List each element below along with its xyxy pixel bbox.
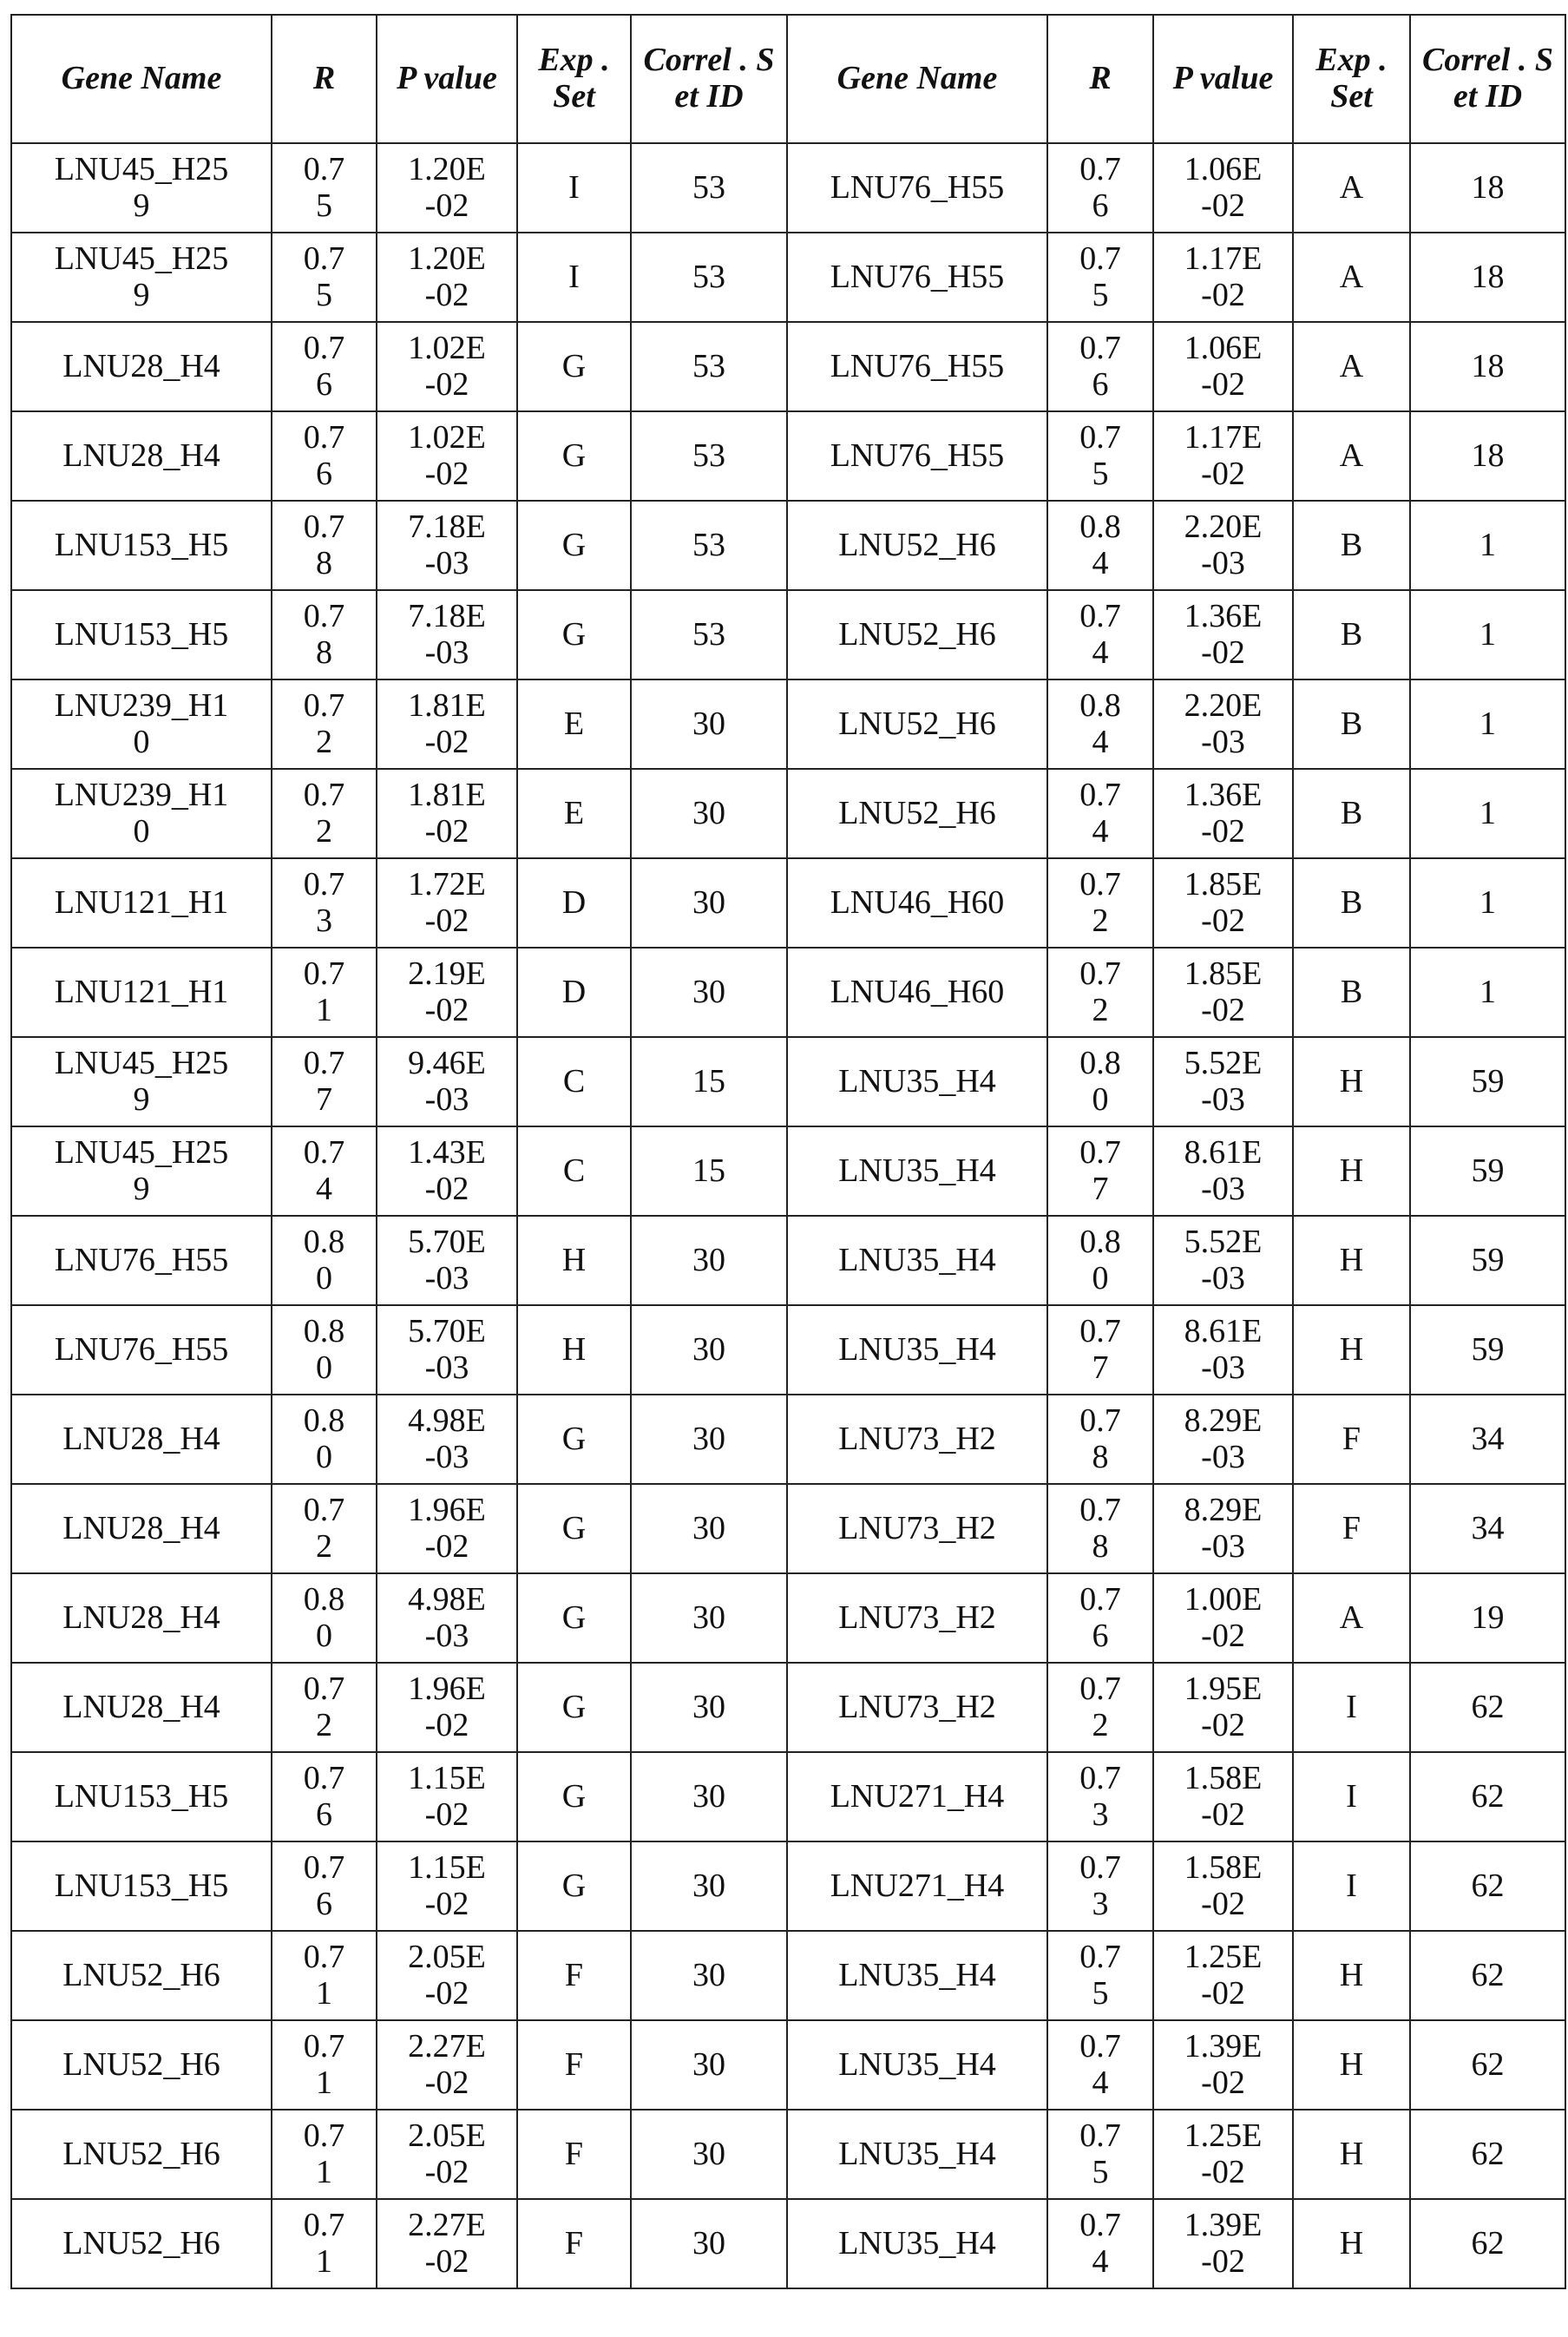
cell-exp-set: B	[1293, 501, 1410, 590]
cell-r: 0.77	[272, 1037, 377, 1126]
cell-r: 0.78	[272, 501, 377, 590]
cell-p-value: 8.61E-03	[1153, 1305, 1293, 1395]
cell-p-value: 4.98E-03	[377, 1395, 517, 1484]
cell-p-value: 5.52E-03	[1153, 1037, 1293, 1126]
cell-gene-name: LNU76_H55	[787, 322, 1047, 411]
cell-correl-set-id: 18	[1410, 233, 1565, 322]
cell-correl-set-id: 1	[1410, 501, 1565, 590]
cell-gene-name: LNU35_H4	[787, 1931, 1047, 2020]
cell-p-value: 1.17E-02	[1153, 411, 1293, 501]
cell-gene-name: LNU73_H2	[787, 1663, 1047, 1752]
header-p-value: P value	[377, 15, 517, 143]
cell-r: 0.80	[1047, 1216, 1153, 1305]
cell-gene-name: LNU239_H10	[11, 769, 272, 858]
cell-exp-set: C	[517, 1037, 631, 1126]
gene-correlation-table	[10, 14, 1566, 2289]
table-row	[11, 1752, 1565, 1841]
cell-exp-set: G	[517, 590, 631, 679]
table-row	[11, 1931, 1565, 2020]
cell-r: 0.72	[272, 769, 377, 858]
cell-exp-set: G	[517, 411, 631, 501]
cell-p-value: 1.02E-02	[377, 411, 517, 501]
cell-r: 0.76	[272, 1752, 377, 1841]
cell-r: 0.72	[272, 1663, 377, 1752]
cell-gene-name: LNU73_H2	[787, 1395, 1047, 1484]
cell-gene-name: LNU28_H4	[11, 1484, 272, 1573]
cell-p-value: 2.05E-02	[377, 1931, 517, 2020]
cell-gene-name: LNU76_H55	[787, 143, 1047, 233]
cell-correl-set-id: 62	[1410, 1752, 1565, 1841]
cell-gene-name: LNU28_H4	[11, 322, 272, 411]
cell-exp-set: B	[1293, 858, 1410, 948]
cell-gene-name: LNU153_H5	[11, 501, 272, 590]
cell-p-value: 1.36E-02	[1153, 769, 1293, 858]
cell-gene-name: LNU239_H10	[11, 679, 272, 769]
cell-r: 0.71	[272, 2020, 377, 2110]
cell-correl-set-id: 34	[1410, 1395, 1565, 1484]
table-row	[11, 679, 1565, 769]
cell-r: 0.72	[1047, 1663, 1153, 1752]
header-correl-set-id: Correl . Set ID	[1410, 15, 1565, 143]
cell-r: 0.75	[272, 143, 377, 233]
cell-exp-set: I	[1293, 1663, 1410, 1752]
cell-correl-set-id: 62	[1410, 1841, 1565, 1931]
cell-gene-name: LNU35_H4	[787, 1305, 1047, 1395]
table-row	[11, 2199, 1565, 2288]
cell-r: 0.74	[272, 1126, 377, 1216]
table-row	[11, 1841, 1565, 1931]
cell-p-value: 1.06E-02	[1153, 143, 1293, 233]
table-row	[11, 322, 1565, 411]
cell-p-value: 1.17E-02	[1153, 233, 1293, 322]
cell-gene-name: LNU28_H4	[11, 1573, 272, 1663]
cell-gene-name: LNU35_H4	[787, 2199, 1047, 2288]
table-row	[11, 143, 1565, 233]
cell-r: 0.73	[1047, 1752, 1153, 1841]
table-row	[11, 590, 1565, 679]
cell-r: 0.72	[1047, 858, 1153, 948]
cell-p-value: 1.72E-02	[377, 858, 517, 948]
cell-r: 0.77	[1047, 1305, 1153, 1395]
cell-p-value: 1.20E-02	[377, 143, 517, 233]
table-row	[11, 411, 1565, 501]
cell-r: 0.75	[1047, 233, 1153, 322]
cell-gene-name: LNU271_H4	[787, 1841, 1047, 1931]
cell-exp-set: B	[1293, 590, 1410, 679]
cell-gene-name: LNU52_H6	[787, 590, 1047, 679]
cell-correl-set-id: 18	[1410, 143, 1565, 233]
cell-p-value: 7.18E-03	[377, 590, 517, 679]
cell-correl-set-id: 15	[631, 1126, 787, 1216]
cell-gene-name: LNU35_H4	[787, 1037, 1047, 1126]
cell-exp-set: A	[1293, 411, 1410, 501]
cell-correl-set-id: 30	[631, 2110, 787, 2199]
table-row	[11, 1037, 1565, 1126]
cell-p-value: 1.96E-02	[377, 1663, 517, 1752]
cell-gene-name: LNU28_H4	[11, 411, 272, 501]
cell-r: 0.80	[1047, 1037, 1153, 1126]
cell-exp-set: G	[517, 1484, 631, 1573]
cell-exp-set: B	[1293, 769, 1410, 858]
cell-gene-name: LNU45_H259	[11, 143, 272, 233]
cell-r: 0.71	[272, 1931, 377, 2020]
cell-correl-set-id: 30	[631, 1395, 787, 1484]
table-row	[11, 948, 1565, 1037]
cell-gene-name: LNU76_H55	[787, 411, 1047, 501]
cell-gene-name: LNU52_H6	[787, 501, 1047, 590]
cell-exp-set: H	[517, 1305, 631, 1395]
cell-exp-set: F	[1293, 1395, 1410, 1484]
cell-p-value: 1.25E-02	[1153, 1931, 1293, 2020]
cell-correl-set-id: 30	[631, 1663, 787, 1752]
cell-p-value: 9.46E-03	[377, 1037, 517, 1126]
cell-gene-name: LNU28_H4	[11, 1663, 272, 1752]
cell-correl-set-id: 30	[631, 948, 787, 1037]
cell-exp-set: G	[517, 1395, 631, 1484]
cell-gene-name: LNU52_H6	[787, 769, 1047, 858]
cell-exp-set: D	[517, 948, 631, 1037]
cell-correl-set-id: 53	[631, 233, 787, 322]
cell-gene-name: LNU45_H259	[11, 233, 272, 322]
cell-p-value: 1.25E-02	[1153, 2110, 1293, 2199]
cell-correl-set-id: 62	[1410, 2199, 1565, 2288]
cell-p-value: 1.81E-02	[377, 679, 517, 769]
cell-exp-set: I	[1293, 1752, 1410, 1841]
cell-correl-set-id: 34	[1410, 1484, 1565, 1573]
cell-correl-set-id: 62	[1410, 2110, 1565, 2199]
cell-correl-set-id: 59	[1410, 1037, 1565, 1126]
cell-exp-set: C	[517, 1126, 631, 1216]
cell-exp-set: I	[517, 143, 631, 233]
header-gene-name: Gene Name	[11, 15, 272, 143]
cell-p-value: 1.39E-02	[1153, 2020, 1293, 2110]
cell-exp-set: H	[1293, 1931, 1410, 2020]
cell-gene-name: LNU35_H4	[787, 2020, 1047, 2110]
cell-correl-set-id: 30	[631, 1931, 787, 2020]
cell-exp-set: H	[1293, 1216, 1410, 1305]
cell-correl-set-id: 30	[631, 679, 787, 769]
cell-exp-set: A	[1293, 1573, 1410, 1663]
cell-correl-set-id: 59	[1410, 1305, 1565, 1395]
cell-correl-set-id: 19	[1410, 1573, 1565, 1663]
cell-r: 0.76	[272, 1841, 377, 1931]
table-row	[11, 1395, 1565, 1484]
cell-r: 0.72	[272, 679, 377, 769]
cell-p-value: 8.29E-03	[1153, 1395, 1293, 1484]
header-row	[11, 15, 1565, 143]
cell-exp-set: D	[517, 858, 631, 948]
cell-p-value: 1.95E-02	[1153, 1663, 1293, 1752]
cell-p-value: 5.70E-03	[377, 1216, 517, 1305]
cell-r: 0.75	[1047, 411, 1153, 501]
cell-exp-set: H	[1293, 2199, 1410, 2288]
table-row	[11, 1216, 1565, 1305]
cell-r: 0.72	[272, 1484, 377, 1573]
cell-exp-set: H	[1293, 1037, 1410, 1126]
cell-exp-set: B	[1293, 679, 1410, 769]
header-exp-set: Exp . Set	[517, 15, 631, 143]
cell-p-value: 1.15E-02	[377, 1752, 517, 1841]
table-row	[11, 233, 1565, 322]
table-row	[11, 1663, 1565, 1752]
cell-p-value: 2.20E-03	[1153, 679, 1293, 769]
cell-gene-name: LNU52_H6	[11, 2110, 272, 2199]
cell-gene-name: LNU28_H4	[11, 1395, 272, 1484]
cell-exp-set: G	[517, 322, 631, 411]
cell-correl-set-id: 18	[1410, 411, 1565, 501]
cell-exp-set: F	[517, 1931, 631, 2020]
table-row	[11, 2020, 1565, 2110]
cell-correl-set-id: 30	[631, 1305, 787, 1395]
cell-gene-name: LNU76_H55	[11, 1216, 272, 1305]
cell-correl-set-id: 30	[631, 2199, 787, 2288]
cell-r: 0.80	[272, 1305, 377, 1395]
cell-exp-set: F	[517, 2199, 631, 2288]
cell-r: 0.75	[1047, 2110, 1153, 2199]
cell-correl-set-id: 30	[631, 1216, 787, 1305]
cell-exp-set: F	[517, 2020, 631, 2110]
cell-r: 0.78	[1047, 1484, 1153, 1573]
header-correl-set-id: Correl . Set ID	[631, 15, 787, 143]
cell-r: 0.71	[272, 2110, 377, 2199]
cell-r: 0.80	[272, 1395, 377, 1484]
cell-r: 0.84	[1047, 679, 1153, 769]
cell-exp-set: F	[1293, 1484, 1410, 1573]
cell-p-value: 1.58E-02	[1153, 1752, 1293, 1841]
table-row	[11, 501, 1565, 590]
cell-p-value: 1.58E-02	[1153, 1841, 1293, 1931]
cell-gene-name: LNU121_H1	[11, 948, 272, 1037]
cell-r: 0.71	[272, 2199, 377, 2288]
cell-p-value: 1.20E-02	[377, 233, 517, 322]
cell-exp-set: A	[1293, 143, 1410, 233]
cell-p-value: 2.20E-03	[1153, 501, 1293, 590]
cell-correl-set-id: 1	[1410, 590, 1565, 679]
cell-p-value: 5.70E-03	[377, 1305, 517, 1395]
cell-correl-set-id: 30	[631, 1841, 787, 1931]
cell-exp-set: I	[1293, 1841, 1410, 1931]
cell-p-value: 2.19E-02	[377, 948, 517, 1037]
table-row	[11, 2110, 1565, 2199]
cell-gene-name: LNU52_H6	[11, 2020, 272, 2110]
cell-gene-name: LNU35_H4	[787, 1216, 1047, 1305]
cell-r: 0.74	[1047, 2199, 1153, 2288]
cell-r: 0.73	[1047, 1841, 1153, 1931]
cell-p-value: 1.15E-02	[377, 1841, 517, 1931]
cell-exp-set: H	[1293, 1126, 1410, 1216]
cell-correl-set-id: 30	[631, 1752, 787, 1841]
cell-gene-name: LNU153_H5	[11, 1841, 272, 1931]
cell-gene-name: LNU46_H60	[787, 948, 1047, 1037]
cell-correl-set-id: 62	[1410, 1931, 1565, 2020]
cell-gene-name: LNU73_H2	[787, 1484, 1047, 1573]
cell-gene-name: LNU46_H60	[787, 858, 1047, 948]
cell-r: 0.80	[272, 1216, 377, 1305]
cell-exp-set: H	[1293, 2110, 1410, 2199]
cell-exp-set: B	[1293, 948, 1410, 1037]
cell-exp-set: A	[1293, 322, 1410, 411]
header-p-value: P value	[1153, 15, 1293, 143]
cell-gene-name: LNU52_H6	[11, 2199, 272, 2288]
header-gene-name: Gene Name	[787, 15, 1047, 143]
cell-gene-name: LNU35_H4	[787, 1126, 1047, 1216]
cell-correl-set-id: 30	[631, 1573, 787, 1663]
cell-p-value: 1.39E-02	[1153, 2199, 1293, 2288]
cell-r: 0.78	[1047, 1395, 1153, 1484]
cell-correl-set-id: 59	[1410, 1216, 1565, 1305]
header-r: R	[1047, 15, 1153, 143]
cell-p-value: 7.18E-03	[377, 501, 517, 590]
cell-p-value: 2.27E-02	[377, 2199, 517, 2288]
cell-p-value: 1.85E-02	[1153, 948, 1293, 1037]
cell-correl-set-id: 53	[631, 322, 787, 411]
table-row	[11, 1126, 1565, 1216]
cell-r: 0.74	[1047, 2020, 1153, 2110]
cell-p-value: 1.81E-02	[377, 769, 517, 858]
cell-p-value: 1.43E-02	[377, 1126, 517, 1216]
cell-exp-set: G	[517, 501, 631, 590]
cell-p-value: 1.85E-02	[1153, 858, 1293, 948]
cell-correl-set-id: 1	[1410, 948, 1565, 1037]
cell-p-value: 1.00E-02	[1153, 1573, 1293, 1663]
cell-r: 0.80	[272, 1573, 377, 1663]
cell-exp-set: I	[517, 233, 631, 322]
cell-p-value: 1.36E-02	[1153, 590, 1293, 679]
cell-correl-set-id: 30	[631, 2020, 787, 2110]
cell-exp-set: A	[1293, 233, 1410, 322]
cell-gene-name: LNU35_H4	[787, 2110, 1047, 2199]
cell-exp-set: F	[517, 2110, 631, 2199]
table-row	[11, 769, 1565, 858]
cell-p-value: 8.29E-03	[1153, 1484, 1293, 1573]
cell-correl-set-id: 53	[631, 590, 787, 679]
cell-exp-set: H	[1293, 1305, 1410, 1395]
cell-r: 0.74	[1047, 769, 1153, 858]
cell-gene-name: LNU52_H6	[11, 1931, 272, 2020]
cell-gene-name: LNU52_H6	[787, 679, 1047, 769]
cell-r: 0.76	[272, 411, 377, 501]
cell-correl-set-id: 62	[1410, 2020, 1565, 2110]
cell-correl-set-id: 53	[631, 411, 787, 501]
cell-r: 0.72	[1047, 948, 1153, 1037]
cell-r: 0.75	[1047, 1931, 1153, 2020]
cell-correl-set-id: 53	[631, 143, 787, 233]
cell-r: 0.76	[272, 322, 377, 411]
cell-correl-set-id: 30	[631, 858, 787, 948]
cell-r: 0.76	[1047, 143, 1153, 233]
cell-p-value: 1.96E-02	[377, 1484, 517, 1573]
cell-exp-set: G	[517, 1573, 631, 1663]
table-row	[11, 1484, 1565, 1573]
cell-r: 0.76	[1047, 322, 1153, 411]
cell-correl-set-id: 30	[631, 769, 787, 858]
header-r: R	[272, 15, 377, 143]
cell-gene-name: LNU45_H259	[11, 1037, 272, 1126]
table-row	[11, 1305, 1565, 1395]
cell-exp-set: E	[517, 769, 631, 858]
cell-r: 0.84	[1047, 501, 1153, 590]
cell-correl-set-id: 30	[631, 1484, 787, 1573]
cell-r: 0.78	[272, 590, 377, 679]
cell-correl-set-id: 1	[1410, 858, 1565, 948]
cell-correl-set-id: 53	[631, 501, 787, 590]
cell-exp-set: H	[1293, 2020, 1410, 2110]
cell-correl-set-id: 18	[1410, 322, 1565, 411]
cell-p-value: 5.52E-03	[1153, 1216, 1293, 1305]
cell-exp-set: E	[517, 679, 631, 769]
cell-p-value: 1.06E-02	[1153, 322, 1293, 411]
table-row	[11, 858, 1565, 948]
cell-exp-set: G	[517, 1752, 631, 1841]
cell-p-value: 1.02E-02	[377, 322, 517, 411]
cell-p-value: 4.98E-03	[377, 1573, 517, 1663]
cell-r: 0.77	[1047, 1126, 1153, 1216]
cell-gene-name: LNU153_H5	[11, 1752, 272, 1841]
cell-gene-name: LNU45_H259	[11, 1126, 272, 1216]
cell-gene-name: LNU76_H55	[11, 1305, 272, 1395]
table-body	[11, 143, 1565, 2288]
cell-gene-name: LNU76_H55	[787, 233, 1047, 322]
cell-gene-name: LNU121_H1	[11, 858, 272, 948]
cell-correl-set-id: 59	[1410, 1126, 1565, 1216]
cell-p-value: 8.61E-03	[1153, 1126, 1293, 1216]
table-row	[11, 1573, 1565, 1663]
cell-r: 0.71	[272, 948, 377, 1037]
cell-r: 0.73	[272, 858, 377, 948]
cell-correl-set-id: 15	[631, 1037, 787, 1126]
cell-correl-set-id: 62	[1410, 1663, 1565, 1752]
cell-r: 0.74	[1047, 590, 1153, 679]
cell-r: 0.76	[1047, 1573, 1153, 1663]
cell-correl-set-id: 1	[1410, 679, 1565, 769]
cell-p-value: 2.27E-02	[377, 2020, 517, 2110]
cell-p-value: 2.05E-02	[377, 2110, 517, 2199]
cell-gene-name: LNU73_H2	[787, 1573, 1047, 1663]
cell-exp-set: G	[517, 1841, 631, 1931]
cell-exp-set: H	[517, 1216, 631, 1305]
header-exp-set: Exp . Set	[1293, 15, 1410, 143]
cell-gene-name: LNU271_H4	[787, 1752, 1047, 1841]
cell-gene-name: LNU153_H5	[11, 590, 272, 679]
cell-correl-set-id: 1	[1410, 769, 1565, 858]
cell-r: 0.75	[272, 233, 377, 322]
cell-exp-set: G	[517, 1663, 631, 1752]
